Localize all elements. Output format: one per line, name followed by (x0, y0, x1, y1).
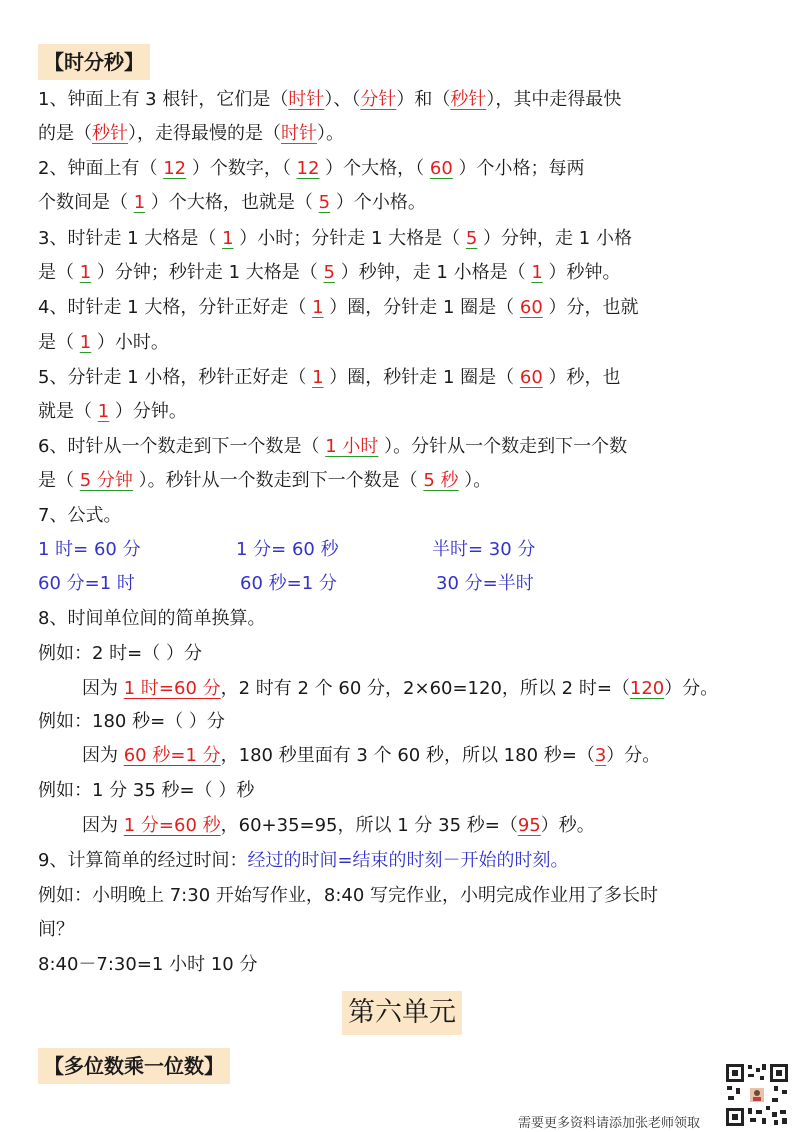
q9-example-line2: 间？ (38, 919, 74, 940)
q4-line2: 是（ 1 ）小时。 (38, 332, 169, 353)
answer: 5 (465, 228, 478, 249)
rule: 1 时=60 分 (123, 678, 221, 699)
answer: 95 (517, 815, 541, 836)
answer: 1 (79, 262, 92, 283)
formula: 经过的时间=结束的时刻－开始的时刻。 (247, 850, 569, 871)
q3-line2: 是（ 1 ）分钟；秒针走 1 大格是（ 5 ）秒钟，走 1 小格是（ 1 ）秒钟。 (38, 262, 621, 283)
q5-line1: 5、分针走 1 小格，秒针正好走（ 1 ）圈，秒针走 1 圈是（ 60 ）秒，也 (38, 367, 621, 388)
q1-line1: 1、钟面上有 3 根针，它们是（时针）、（分针）和（秒针），其中走得最快 (38, 89, 622, 110)
q9-calculation: 8:40－7:30=1 小时 10 分 (38, 954, 258, 975)
answer: 12 (296, 158, 320, 179)
q4-line1: 4、时针走 1 大格，分针正好走（ 1 ）圈，分针走 1 圈是（ 60 ）分，也就 (38, 297, 639, 318)
answer: 5 秒 (423, 470, 459, 491)
answer: 1 (133, 192, 146, 213)
answer: 60 (429, 158, 453, 179)
q3-line1: 3、时针走 1 大格是（ 1 ）小时；分针走 1 大格是（ 5 ）分钟，走 1 小格 (38, 228, 632, 249)
q8-title: 8、时间单位间的简单换算。 (38, 608, 266, 629)
answer: 秒针 (92, 123, 128, 144)
q8-example3: 例如：1 分 35 秒=（ ）秒 (38, 780, 255, 801)
rule: 60 秒=1 分 (123, 745, 221, 766)
section-header-multiplication: 【多位数乘一位数】 (38, 1048, 230, 1084)
answer: 1 小时 (325, 436, 379, 457)
formula: 半时= 30 分 (432, 539, 536, 560)
answer: 5 (318, 192, 331, 213)
answer: 1 (97, 401, 110, 422)
q5-line2: 就是（ 1 ）分钟。 (38, 401, 187, 422)
answer: 1 (222, 228, 234, 249)
answer: 时针 (281, 123, 317, 144)
answer: 1 (531, 262, 543, 283)
section-header-time: 【时分秒】 (38, 44, 150, 80)
formula: 1 分= 60 秒 (236, 539, 339, 560)
formula: 60 分=1 时 (38, 573, 135, 594)
answer: 1 (79, 332, 92, 353)
q1-line2: 的是（秒针），走得最慢的是（时针）。 (38, 123, 344, 144)
footer-note: 需要更多资料请添加张老师领取 (518, 1116, 701, 1131)
q6-line1: 6、时针从一个数走到下一个数是（ 1 小时 ）。分针从一个数走到下一个数 (38, 436, 628, 457)
answer: 3 (594, 745, 607, 766)
qr-code-icon (724, 1062, 790, 1128)
answer: 1 (312, 297, 324, 318)
q8-solution2: 因为 60 秒=1 分，180 秒里面有 3 个 60 秒，所以 180 秒=（3）分。 (82, 745, 661, 766)
q9-example-line1: 例如：小明晚上 7:30 开始写作业，8:40 写完作业，小明完成作业用了多长时 (38, 885, 659, 906)
formula: 30 分=半时 (436, 573, 534, 594)
q8-solution3: 因为 1 分=60 秒，60+35=95，所以 1 分 35 秒=（95）秒。 (82, 815, 595, 836)
q7-title: 7、公式。 (38, 505, 122, 526)
answer: 时针 (288, 89, 325, 110)
q6-line2: 是（ 5 分钟 ）。秒针从一个数走到下一个数是（ 5 秒 ）。 (38, 470, 492, 491)
q8-example1: 例如：2 时=（ ）分 (38, 643, 202, 664)
answer: 分针 (360, 89, 397, 110)
rule: 1 分=60 秒 (123, 815, 221, 836)
q8-solution1: 因为 1 时=60 分，2 时有 2 个 60 分，2×60=120，所以 2 时=（120）分。 (82, 678, 719, 699)
formula: 1 时= 60 分 (38, 539, 141, 560)
q2-line1: 2、钟面上有（ 12 ）个数字，（ 12 ）个大格，（ 60 ）个小格；每两 (38, 158, 585, 179)
q2-line2: 个数间是（ 1 ）个大格，也就是（ 5 ）个小格。 (38, 192, 426, 213)
answer: 1 (312, 367, 324, 388)
answer: 12 (163, 158, 187, 179)
answer: 120 (629, 678, 665, 699)
q9-title: 9、计算简单的经过时间：经过的时间=结束的时刻－开始的时刻。 (38, 850, 569, 871)
q8-example2: 例如：180 秒=（ ）分 (38, 711, 225, 732)
answer: 60 (519, 367, 543, 388)
answer: 5 (323, 262, 335, 283)
answer: 5 分钟 (79, 470, 133, 491)
formula: 60 秒=1 分 (240, 573, 337, 594)
answer: 60 (519, 297, 543, 318)
answer: 秒针 (450, 89, 487, 110)
unit-title: 第六单元 (342, 991, 462, 1035)
